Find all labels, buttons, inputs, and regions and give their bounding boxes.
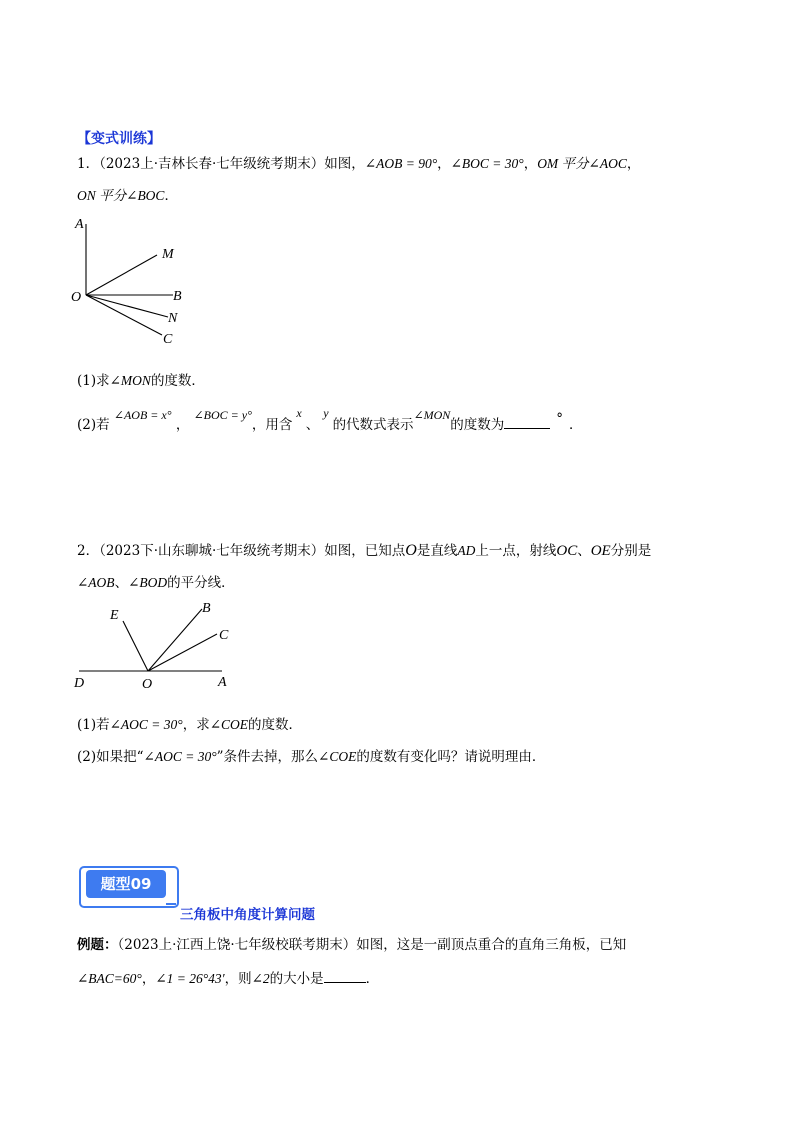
label-a: A (218, 675, 227, 690)
q1-line1 (77, 155, 640, 173)
q1-source: （2023上·吉林长春·七年级统考期末） (99, 156, 325, 172)
q1-p2-text3: 的度数为 (450, 417, 505, 433)
label-e: E (110, 608, 119, 623)
q1-p2-text1: ，用含 (251, 417, 293, 433)
label-d: D (74, 676, 85, 691)
section-heading: 【变式训练】 (77, 131, 161, 147)
ray-oc (148, 634, 217, 671)
q2-p2-angle: ∠COE (318, 749, 357, 764)
q2-part2 (77, 748, 545, 766)
example-text1: 如图，这是一副顶点重合的直角三角板，已知 (356, 937, 627, 953)
q2-p2-cond: ∠AOC = 30° (143, 749, 217, 764)
q2-point-o: O (405, 542, 417, 559)
q2-text3: 上一点，射线 (475, 543, 557, 559)
q2-p1-cond: ∠AOC = 30° (109, 717, 183, 732)
q1-p2-boc: ∠BOC = y° (193, 408, 252, 422)
example-sep: ， (141, 971, 156, 987)
q1-p2-prefix: (2)若 (77, 417, 110, 433)
label-b: B (173, 289, 182, 304)
question-type-badge: 题型09 (86, 870, 166, 898)
q1-part2 (77, 406, 583, 434)
label-o: O (71, 290, 82, 305)
q2-p1-suffix: 的度数． (248, 717, 303, 733)
example-label: 例题： (77, 937, 118, 953)
example-text3: 的大小是 (269, 971, 324, 987)
q2-angle-aob: ∠AOB (77, 575, 115, 590)
q1-part1 (77, 372, 205, 390)
q2-ray-oc: OC (556, 543, 578, 559)
q2-line2 (77, 574, 235, 592)
q2-line-ad: AD (457, 543, 476, 558)
q2-ray-oe: OE (590, 543, 611, 559)
example-end: ． (365, 971, 380, 987)
label-b: B (202, 601, 211, 616)
q1-p2-text2: 的代数式表示 (332, 417, 414, 433)
q1-on-bisects: ON 平分∠BOC (77, 188, 165, 203)
q1-sep: ， (437, 156, 451, 172)
q1-p2-dun: 、 (305, 417, 320, 433)
ray-ob (148, 609, 202, 671)
badge-underline (166, 903, 176, 905)
q2-p1-mid: ，求 (182, 717, 210, 733)
label-n: N (168, 311, 178, 326)
q2-number: 2． (77, 543, 100, 559)
q1-figure (65, 210, 205, 350)
q2-source: （2023下·山东聊城·七年级统考期末） (99, 543, 325, 559)
q1-sep: ， (626, 156, 641, 172)
q1-p1-prefix: (1)求 (77, 373, 110, 389)
q2-p2-mid: ”条件去掉，那么 (216, 749, 319, 765)
example-cond-1: ∠1 = 26°43′ (155, 971, 225, 986)
label-a: A (75, 217, 84, 232)
q1-p2-end: ． (569, 417, 583, 433)
example-text2: ，则 (224, 971, 252, 987)
q1-p2-mon: ∠MON (413, 408, 451, 422)
q2-text4: 分别是 (610, 543, 652, 559)
example-cond-bac: ∠BAC=60° (77, 971, 142, 986)
q1-end: ． (164, 188, 178, 204)
question-type-title: 三角板中角度计算问题 (180, 907, 315, 923)
label-m: M (162, 247, 174, 262)
label-o: O (142, 677, 153, 692)
q1-p1-angle: ∠MON (109, 373, 151, 388)
q2-p1-prefix: (1)若 (77, 717, 110, 733)
example-line2 (77, 968, 379, 988)
example-angle-2: ∠2 (251, 971, 270, 986)
ray-oe (123, 621, 148, 671)
q1-line2 (77, 187, 178, 205)
q2-p2-prefix: (2)如果把“ (77, 749, 144, 765)
q1-om-bisects: OM 平分∠AOC (537, 156, 627, 171)
q1-p2-x: x (296, 406, 302, 420)
q1-p2-answer-blank[interactable] (504, 414, 550, 429)
q2-figure (65, 596, 245, 692)
ray-on (86, 295, 168, 317)
q1-text: 如图， (324, 156, 365, 172)
ray-oc (86, 295, 162, 335)
q2-text2: 是直线 (416, 543, 458, 559)
q2-dun: 、 (577, 543, 591, 559)
label-c: C (219, 628, 229, 643)
q1-p2-aob: ∠AOB = x° (113, 408, 172, 422)
q1-p2-degree: ° (556, 411, 564, 427)
q2-p1-angle: ∠COE (209, 717, 249, 732)
ray-om (86, 255, 157, 295)
q1-p2-y: y (323, 406, 329, 420)
q1-p1-suffix: 的度数． (150, 373, 205, 389)
q2-line1 (77, 542, 651, 560)
q1-sep: ， (523, 156, 538, 172)
q2-part1 (77, 716, 302, 734)
example-answer-blank[interactable] (324, 968, 366, 983)
q2-text6: 的平分线． (167, 575, 235, 591)
q2-text1: 如图，已知点 (324, 543, 406, 559)
q1-p2-comma: ， (175, 417, 190, 433)
q2-p2-suffix: 的度数有变化吗？请说明理由． (356, 749, 546, 765)
label-c: C (163, 332, 173, 347)
example-source: （2023上·江西上饶·七年级校联考期末） (117, 937, 357, 953)
q2-text5: 、 (114, 575, 129, 591)
q1-cond-boc: ∠BOC = 30° (450, 156, 524, 171)
q1-number: 1． (77, 156, 100, 172)
q1-cond-aob: ∠AOB = 90° (364, 156, 438, 171)
example-line1 (77, 936, 626, 954)
q2-angle-bod: ∠BOD (128, 575, 168, 590)
